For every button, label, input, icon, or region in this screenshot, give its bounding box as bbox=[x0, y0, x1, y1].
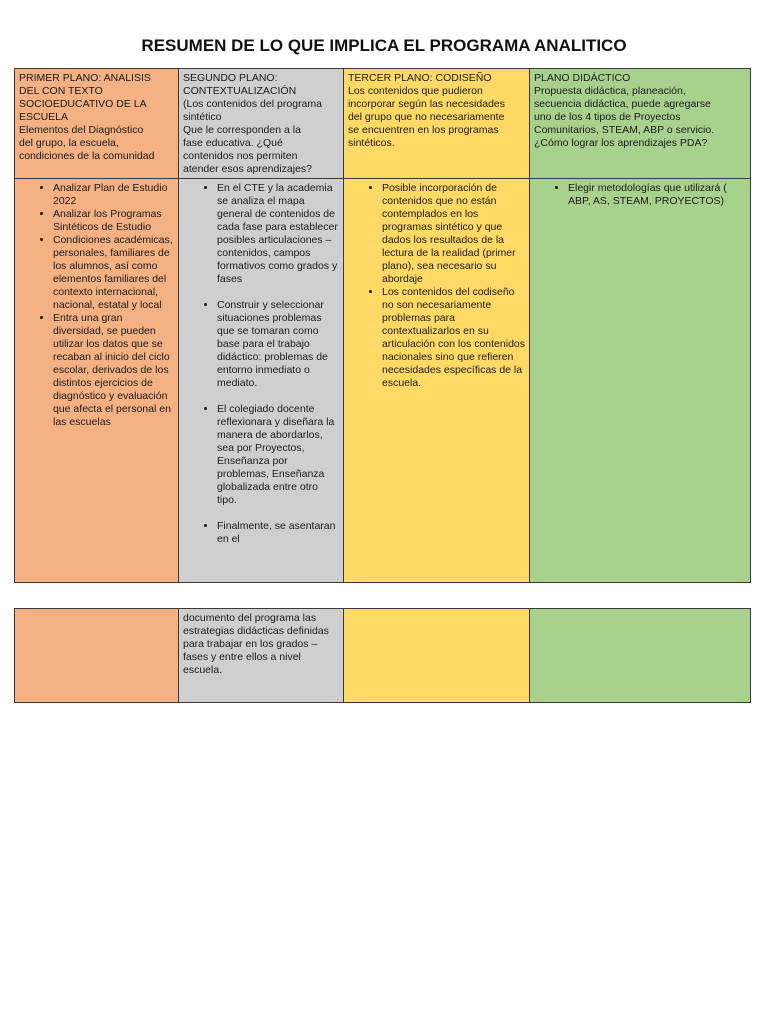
continuation-cell-segundo-plano: documento del programa las estrategias didácticas definidas para trabajar en los grados – fases y entre ellos a nivel escuela. bbox=[179, 609, 344, 703]
header-line: ESCUELA bbox=[19, 111, 69, 123]
body-cell-primer-plano bbox=[15, 179, 179, 583]
list-item: • El colegiado docente reflexionara y diseñara la manera de abordarlos, sea por Proyectos, Enseñanza por problemas, Enseñanza globalizada entre otro tipo. bbox=[217, 403, 339, 507]
header-line: atender esos aprendizajes? bbox=[183, 163, 313, 175]
bullet-list bbox=[534, 182, 746, 208]
content-row bbox=[15, 179, 751, 583]
list-item: • Finalmente, se asentaran en el bbox=[217, 520, 339, 546]
header-line: del grupo que no necesariamente bbox=[348, 111, 505, 123]
header-cell-plano-didactico bbox=[530, 69, 751, 179]
header-line: Comunitarios, STEAM, ABP o servicio. bbox=[534, 124, 715, 136]
header-line: condiciones de la comunidad bbox=[19, 150, 155, 162]
continuation-table bbox=[14, 608, 751, 703]
list-item: • Posible incorporación de contenidos que no están contemplados en los programas sintético y que dados los resultados de la lectura de la realidad (primer plano), sea necesario su abordaje bbox=[382, 182, 525, 286]
header-line: ¿Cómo lograr los aprendizajes PDA? bbox=[534, 137, 708, 149]
header-line: Los contenidos que pudieron bbox=[348, 85, 483, 97]
header-line: fase educativa. ¿Qué bbox=[183, 137, 283, 149]
bullet-list bbox=[19, 182, 174, 429]
body-cell-plano-didactico bbox=[530, 179, 751, 583]
header-line: CONTEXTUALIZACIÓN bbox=[183, 85, 297, 97]
header-cell-tercer-plano bbox=[344, 69, 530, 179]
continuation-cell-plano-didactico bbox=[530, 609, 751, 703]
header-row bbox=[15, 69, 751, 179]
header-line: Elementos del Diagnóstico bbox=[19, 124, 144, 136]
summary-table bbox=[14, 68, 751, 583]
header-line: secuencia didáctica, puede agregarse bbox=[534, 98, 711, 110]
page-title: RESUMEN DE LO QUE IMPLICA EL PROGRAMA ANALITICO bbox=[141, 36, 627, 55]
header-line: SOCIOEDUCATIVO DE LA bbox=[19, 98, 147, 110]
header-line: incorporar según las necesidades bbox=[348, 98, 506, 110]
header-line: se encuentren en los programas bbox=[348, 124, 499, 136]
bullet-list bbox=[348, 182, 525, 390]
list-item: • Analizar los Programas Sintéticos de Estudio bbox=[53, 208, 174, 234]
header-line: uno de los 4 tipos de Proyectos bbox=[534, 111, 681, 123]
header-cell-primer-plano bbox=[15, 69, 179, 179]
list-item: • Construir y seleccionar situaciones problemas que se tomaran como base para el trabajo didáctico: problemas de entorno inmediato o mediato. bbox=[217, 299, 339, 390]
header-line: TERCER PLANO: CODISEÑO bbox=[348, 72, 492, 84]
body-cell-tercer-plano bbox=[344, 179, 530, 583]
header-line: (Los contenidos del programa bbox=[183, 98, 322, 110]
header-line: Propuesta didáctica, planeación, bbox=[534, 85, 686, 97]
header-cell-segundo-plano bbox=[179, 69, 344, 179]
list-item: • Entra una gran diversidad, se pueden utilizar los datos que se recaban al inicio del ciclo escolar, derivados de los distintos ejercicios de diagnóstico y evaluación que afecta el personal en las escuelas bbox=[53, 312, 174, 429]
list-item: • Condiciones académicas, personales, familiares de los alumnos, así como elementos familiares del contexto internacional, nacional, estatal y local bbox=[53, 234, 174, 312]
list-item: • Elegir metodologías que utilizará ( ABP, AS, STEAM, PROYECTOS) bbox=[568, 182, 746, 208]
header-line: contenidos nos permiten bbox=[183, 150, 298, 162]
list-item: • Analizar Plan de Estudio 2022 bbox=[53, 182, 174, 208]
continuation-cell-tercer-plano bbox=[344, 609, 530, 703]
list-item: • En el CTE y la academia se analiza el mapa general de contenidos de cada fase para establecer posibles articulaciones – contenidos, campos formativos como grados y fases bbox=[217, 182, 339, 286]
body-cell-segundo-plano bbox=[179, 179, 344, 583]
header-line: DEL CON TEXTO bbox=[19, 85, 103, 97]
header-line: SEGUNDO PLANO: bbox=[183, 72, 278, 84]
header-line: PRIMER PLANO: ANALISIS bbox=[19, 72, 151, 84]
header-line: sintético bbox=[183, 111, 222, 123]
header-line: Que le corresponden a la bbox=[183, 124, 301, 136]
continuation-row bbox=[15, 609, 751, 703]
list-item: • Los contenidos del codiseño no son necesariamente problemas para contextualizarlos en su articulación con los contenidos nacionales sino que refieren necesidades específicas de la escuela. bbox=[382, 286, 525, 390]
header-line: sintéticos. bbox=[348, 137, 395, 149]
header-line: del grupo, la escuela, bbox=[19, 137, 119, 149]
header-line: PLANO DIDÁCTICO bbox=[534, 72, 631, 84]
continuation-cell-primer-plano bbox=[15, 609, 179, 703]
bullet-list bbox=[183, 182, 339, 546]
